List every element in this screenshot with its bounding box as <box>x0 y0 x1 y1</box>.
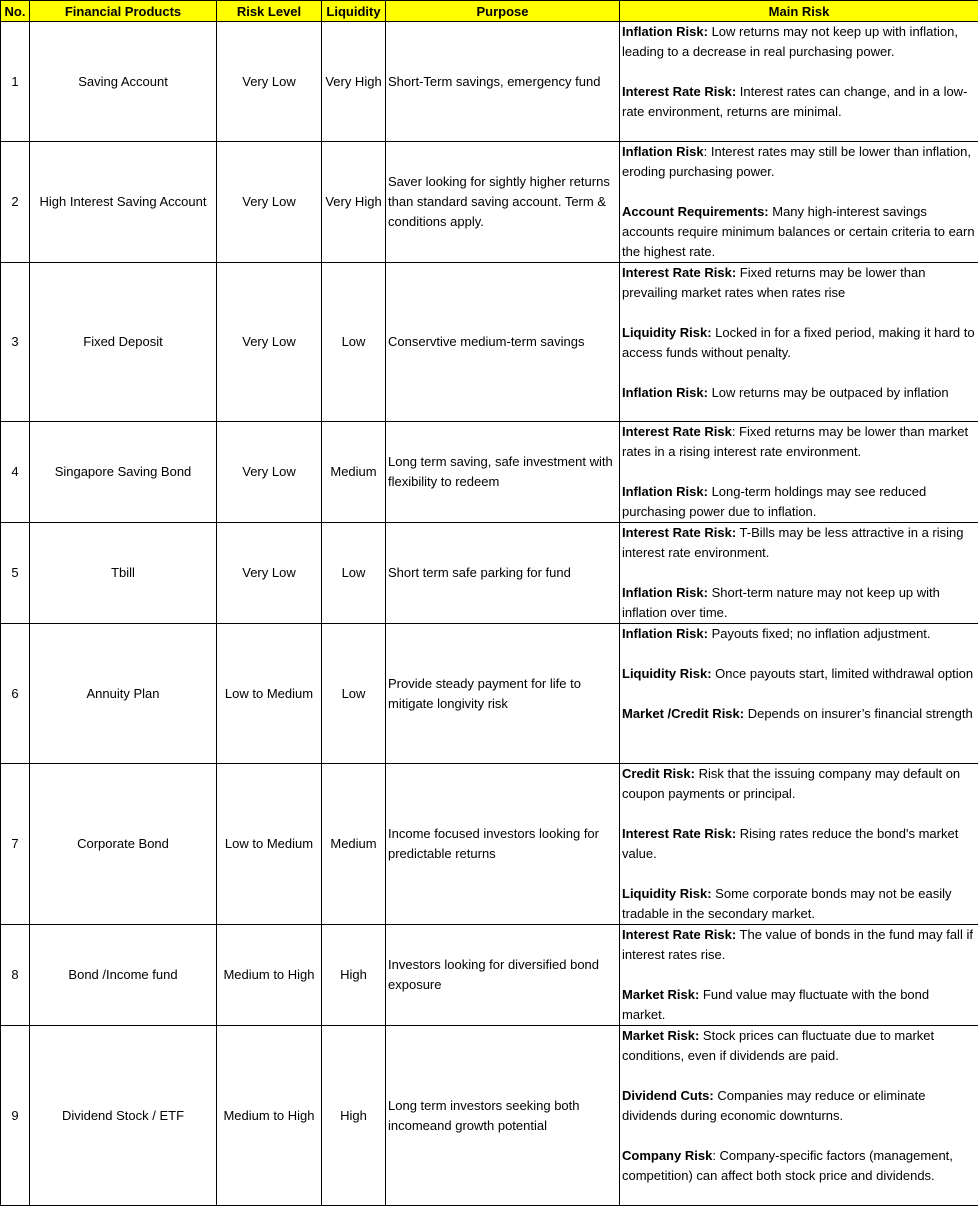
risk-entry <box>622 482 976 522</box>
liquidity: High <box>322 925 386 1026</box>
risk-name: Market Risk: <box>622 1028 699 1043</box>
risk-description: : Interest rates may still be lower than inflation, eroding purchasing power. <box>622 144 971 179</box>
table-row <box>1 142 978 263</box>
risk-description: Rising rates reduce the bond's market value. <box>622 826 958 861</box>
table-row <box>1 1026 978 1206</box>
product-name: Bond /Income fund <box>30 925 217 1026</box>
risk-name: Interest Rate Risk: <box>622 826 736 841</box>
purpose: Saver looking for sightly higher returns than standard saving account. Term & conditions apply. <box>386 142 620 263</box>
risk-spacer <box>622 684 976 704</box>
risk-description: Payouts fixed; no inflation adjustment. <box>708 626 931 641</box>
risk-entry <box>622 664 976 684</box>
risk-name: Inflation Risk: <box>622 484 708 499</box>
product-name: Corporate Bond <box>30 764 217 925</box>
main-risk-cell <box>620 142 978 263</box>
risk-name: Dividend Cuts: <box>622 1088 714 1103</box>
header-row <box>1 1 978 22</box>
liquidity: High <box>322 1026 386 1206</box>
risk-entry <box>622 985 976 1025</box>
header-risk-level: Risk Level <box>217 1 322 22</box>
risk-name: Interest Rate Risk: <box>622 84 736 99</box>
risk-description: Many high-interest savings accounts require minimum balances or certain criteria to earn the highest rate. <box>622 204 975 259</box>
liquidity: Very High <box>322 142 386 263</box>
risk-description: Some corporate bonds may not be easily tradable in the secondary market. <box>622 886 951 921</box>
main-risk-cell <box>620 422 978 523</box>
risk-level: Medium to High <box>217 925 322 1026</box>
risk-spacer <box>622 644 976 664</box>
purpose: Investors looking for diversified bond exposure <box>386 925 620 1026</box>
risk-description: Once payouts start, limited withdrawal option <box>712 666 974 681</box>
table-row <box>1 925 978 1026</box>
product-name: Dividend Stock / ETF <box>30 1026 217 1206</box>
row-number: 9 <box>1 1026 30 1206</box>
risk-spacer <box>622 363 976 383</box>
risk-description: Fixed returns may be lower than prevailing market rates when rates rise <box>622 265 925 300</box>
table-header <box>1 1 978 22</box>
row-number: 7 <box>1 764 30 925</box>
risk-entry <box>622 824 976 864</box>
risk-level: Medium to High <box>217 1026 322 1206</box>
main-risk-cell <box>620 523 978 624</box>
risk-entry <box>622 925 976 965</box>
risk-name: Credit Risk: <box>622 766 695 781</box>
risk-description: Stock prices can fluctuate due to market conditions, even if dividends are paid. <box>622 1028 934 1063</box>
risk-entry <box>622 523 976 563</box>
purpose: Short-Term savings, emergency fund <box>386 22 620 142</box>
risk-description: Fund value may fluctuate with the bond market. <box>622 987 929 1022</box>
table-body <box>1 22 978 1206</box>
main-risk-cell <box>620 764 978 925</box>
row-number: 6 <box>1 624 30 764</box>
risk-entry <box>622 764 976 804</box>
row-number: 1 <box>1 22 30 142</box>
header-product: Financial Products <box>30 1 217 22</box>
risk-level: Very Low <box>217 422 322 523</box>
risk-spacer <box>622 563 976 583</box>
risk-level: Very Low <box>217 142 322 263</box>
risk-level: Very Low <box>217 263 322 422</box>
risk-description: Low returns may not keep up with inflation, leading to a decrease in real purchasing power. <box>622 24 958 59</box>
risk-name: Inflation Risk: <box>622 585 708 600</box>
liquidity: Low <box>322 624 386 764</box>
risk-entry <box>622 1146 976 1186</box>
risk-description: Low returns may be outpaced by inflation <box>708 385 949 400</box>
risk-entry <box>622 704 976 724</box>
risk-description: : Fixed returns may be lower than market rates in a rising interest rate environment. <box>622 424 968 459</box>
purpose: Short term safe parking for fund <box>386 523 620 624</box>
header-no: No. <box>1 1 30 22</box>
risk-name: Inflation Risk: <box>622 626 708 641</box>
table-row <box>1 523 978 624</box>
liquidity: Medium <box>322 764 386 925</box>
risk-description: Short-term nature may not keep up with inflation over time. <box>622 585 940 620</box>
row-number: 8 <box>1 925 30 1026</box>
risk-level: Very Low <box>217 22 322 142</box>
risk-name: Interest Rate Risk: <box>622 927 736 942</box>
risk-spacer <box>622 182 976 202</box>
row-number: 2 <box>1 142 30 263</box>
risk-description: T-Bills may be less attractive in a rising interest rate environment. <box>622 525 964 560</box>
liquidity: Medium <box>322 422 386 523</box>
risk-spacer <box>622 1126 976 1146</box>
risk-entry <box>622 263 976 303</box>
risk-description: Companies may reduce or eliminate dividends during economic downturns. <box>622 1088 925 1123</box>
risk-entry <box>622 22 976 62</box>
risk-name: Inflation Risk: <box>622 385 708 400</box>
risk-name: Liquidity Risk: <box>622 886 712 901</box>
product-name: Singapore Saving Bond <box>30 422 217 523</box>
liquidity: Low <box>322 523 386 624</box>
risk-level: Low to Medium <box>217 624 322 764</box>
risk-description: The value of bonds in the fund may fall if interest rates rise. <box>622 927 973 962</box>
main-risk-cell <box>620 624 978 764</box>
table-row <box>1 422 978 523</box>
purpose: Conservtive medium-term savings <box>386 263 620 422</box>
risk-description: Long-term holdings may see reduced purchasing power due to inflation. <box>622 484 926 519</box>
risk-name: Interest Rate Risk: <box>622 265 736 280</box>
product-name: Tbill <box>30 523 217 624</box>
risk-spacer <box>622 804 976 824</box>
risk-name: Inflation Risk <box>622 144 704 159</box>
product-name: Annuity Plan <box>30 624 217 764</box>
risk-entry <box>622 583 976 623</box>
purpose: Long term saving, safe investment with flexibility to redeem <box>386 422 620 523</box>
header-liquidity: Liquidity <box>322 1 386 22</box>
risk-entry <box>622 624 976 644</box>
table-row <box>1 764 978 925</box>
main-risk-cell <box>620 263 978 422</box>
risk-entry <box>622 884 976 924</box>
purpose: Provide steady payment for life to mitigate longivity risk <box>386 624 620 764</box>
risk-description: : Company-specific factors (management, competition) can affect both stock price and dividends. <box>622 1148 953 1183</box>
risk-entry <box>622 142 976 182</box>
main-risk-cell <box>620 1026 978 1206</box>
main-risk-cell <box>620 925 978 1026</box>
risk-name: Liquidity Risk: <box>622 666 712 681</box>
liquidity: Low <box>322 263 386 422</box>
product-name: Saving Account <box>30 22 217 142</box>
risk-description: Locked in for a fixed period, making it hard to access funds without penalty. <box>622 325 975 360</box>
row-number: 5 <box>1 523 30 624</box>
risk-name: Interest Rate Risk <box>622 424 732 439</box>
risk-entry <box>622 1086 976 1126</box>
risk-entry <box>622 422 976 462</box>
risk-level: Low to Medium <box>217 764 322 925</box>
risk-spacer <box>622 462 976 482</box>
risk-description: Depends on insurer’s financial strength <box>744 706 973 721</box>
risk-spacer <box>622 864 976 884</box>
risk-description: Risk that the issuing company may default on coupon payments or principal. <box>622 766 960 801</box>
risk-spacer <box>622 62 976 82</box>
risk-entry <box>622 1026 976 1066</box>
risk-description: Interest rates can change, and in a low-rate environment, returns are minimal. <box>622 84 967 119</box>
risk-entry <box>622 82 976 122</box>
purpose: Income focused investors looking for predictable returns <box>386 764 620 925</box>
row-number: 4 <box>1 422 30 523</box>
risk-name: Market /Credit Risk: <box>622 706 744 721</box>
product-name: High Interest Saving Account <box>30 142 217 263</box>
row-number: 3 <box>1 263 30 422</box>
header-main-risk: Main Risk <box>620 1 978 22</box>
risk-name: Interest Rate Risk: <box>622 525 736 540</box>
table-row <box>1 624 978 764</box>
risk-spacer <box>622 1066 976 1086</box>
risk-entry <box>622 202 976 262</box>
risk-level: Very Low <box>217 523 322 624</box>
risk-entry <box>622 383 976 403</box>
risk-name: Market Risk: <box>622 987 699 1002</box>
risk-name: Liquidity Risk: <box>622 325 712 340</box>
main-risk-cell <box>620 22 978 142</box>
header-purpose: Purpose <box>386 1 620 22</box>
risk-entry <box>622 323 976 363</box>
risk-spacer <box>622 303 976 323</box>
risk-spacer <box>622 965 976 985</box>
risk-name: Inflation Risk: <box>622 24 708 39</box>
risk-name: Account Requirements: <box>622 204 769 219</box>
liquidity: Very High <box>322 22 386 142</box>
table-row <box>1 263 978 422</box>
table-row <box>1 22 978 142</box>
purpose: Long term investors seeking both incomeand growth potential <box>386 1026 620 1206</box>
product-name: Fixed Deposit <box>30 263 217 422</box>
risk-name: Company Risk <box>622 1148 712 1163</box>
